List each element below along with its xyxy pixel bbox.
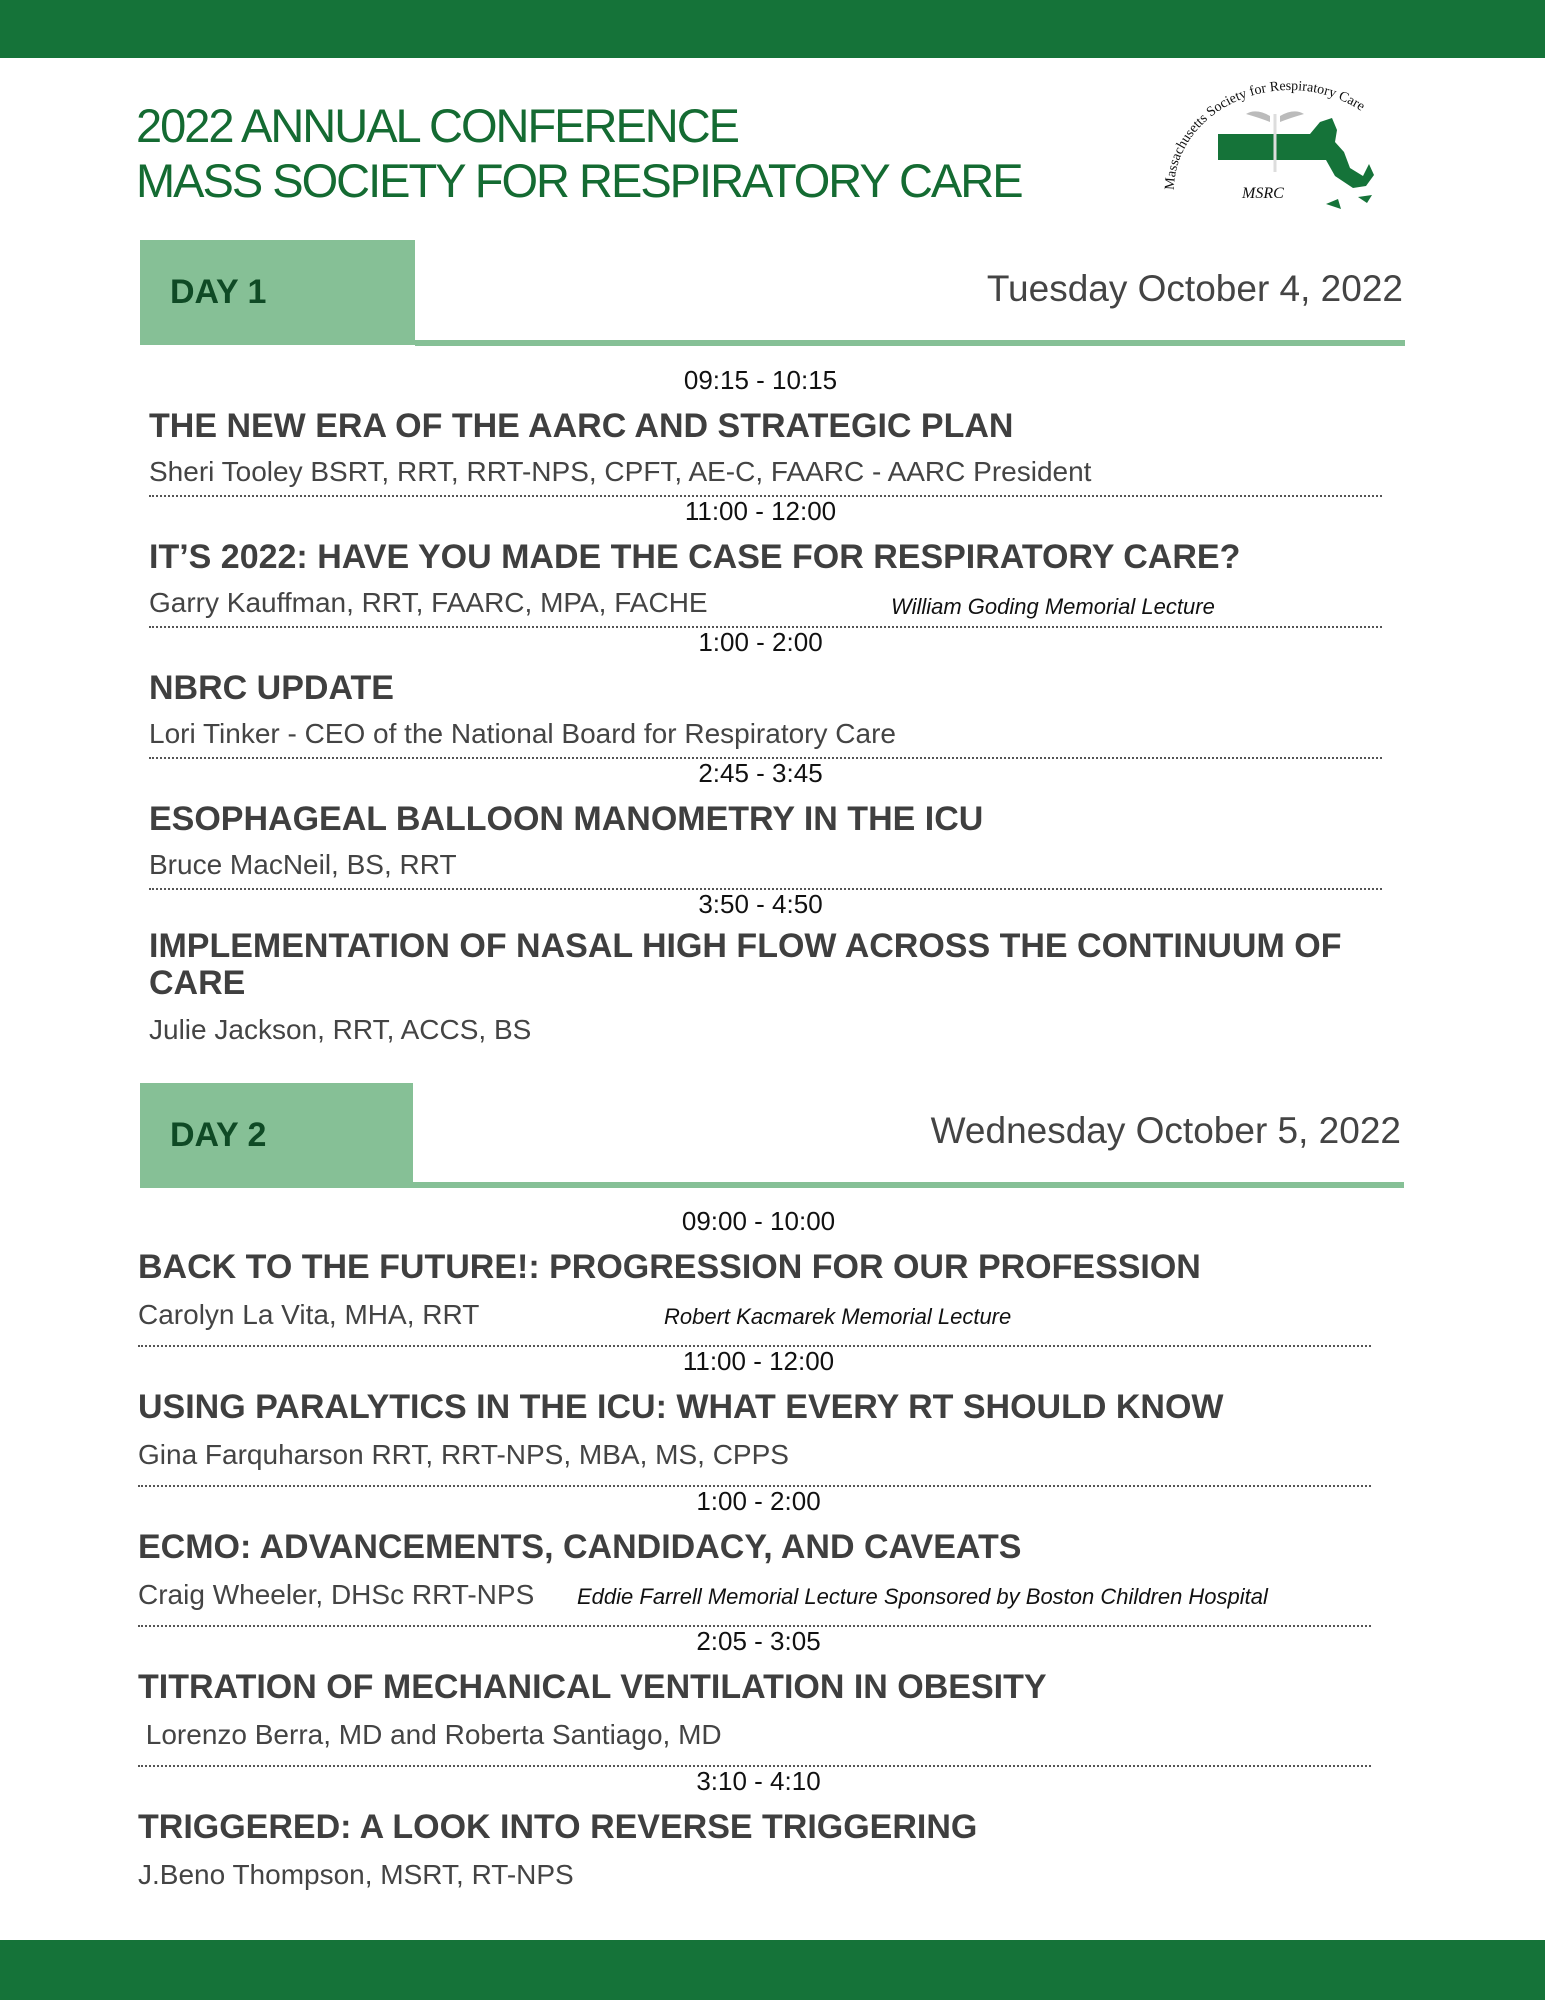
- session-note: Robert Kacmarek Memorial Lecture: [664, 1304, 1012, 1329]
- session: [138, 1207, 1371, 1347]
- title-line-1: 2022 ANNUAL CONFERENCE: [136, 99, 739, 152]
- session-time: 09:15 - 10:15: [683, 365, 838, 395]
- day-1-divider: [415, 340, 1405, 346]
- day-2-sessions: [138, 1207, 1371, 1905]
- day-2-label: DAY 2: [170, 1116, 267, 1154]
- session: [149, 366, 1382, 497]
- session: [138, 1347, 1371, 1487]
- session: [149, 890, 1382, 1048]
- session: [149, 497, 1382, 628]
- session-time: 1:00 - 2:00: [698, 627, 823, 657]
- session: [138, 1767, 1371, 1905]
- session-time: 11:00 - 12:00: [684, 496, 837, 526]
- page-title: [136, 98, 1022, 208]
- session: [149, 759, 1382, 890]
- session: [149, 628, 1382, 759]
- day-1-label: DAY 1: [170, 273, 267, 311]
- day-2-date: Wednesday October 5, 2022: [930, 1110, 1401, 1151]
- session-speaker: Carolyn La Vita, MHA, RRT: [138, 1299, 480, 1330]
- session-title: TRIGGERED: A LOOK INTO REVERSE TRIGGERING: [138, 1808, 978, 1846]
- logo-arc-text: Massachusetts Society for Respiratory Care: [1162, 78, 1368, 191]
- session-speaker: Lorenzo Berra, MD and Roberta Santiago, MD: [138, 1719, 722, 1750]
- session-note: William Goding Memorial Lecture: [891, 594, 1215, 619]
- msrc-logo: [1160, 72, 1420, 232]
- session-speaker: Garry Kauffman, RRT, FAARC, MPA, FACHE: [149, 587, 708, 618]
- day-1-date: Tuesday October 4, 2022: [986, 268, 1403, 309]
- title-line-2: MASS SOCIETY FOR RESPIRATORY CARE: [136, 154, 1022, 207]
- logo-abbr: MSRC: [1242, 185, 1284, 202]
- session-title: THE NEW ERA OF THE AARC AND STRATEGIC PLAN: [149, 407, 1014, 445]
- session-time: 3:50 - 4:50: [698, 889, 823, 919]
- session-title: BACK TO THE FUTURE!: PROGRESSION FOR OUR PROFESSION: [138, 1248, 1201, 1286]
- session-speaker: Julie Jackson, RRT, ACCS, BS: [149, 1014, 532, 1045]
- session-speaker: Craig Wheeler, DHSc RRT-NPS: [138, 1579, 535, 1610]
- session-speaker: Lori Tinker - CEO of the National Board for Respiratory Care: [149, 718, 896, 749]
- session-speaker: Sheri Tooley BSRT, RRT, RRT-NPS, CPFT, AE-C, FAARC - AARC President: [149, 456, 1092, 487]
- session-speaker: J.Beno Thompson, MSRT, RT-NPS: [138, 1859, 574, 1890]
- session-speaker-row: [138, 1297, 1371, 1333]
- session-time: 11:00 - 12:00: [682, 1346, 835, 1376]
- session-title: IT’S 2022: HAVE YOU MADE THE CASE FOR RESPIRATORY CARE?: [149, 538, 1241, 576]
- session-time: 1:00 - 2:00: [696, 1486, 821, 1516]
- session-time: 3:10 - 4:10: [696, 1766, 821, 1796]
- session-speaker-row: [138, 1577, 1371, 1613]
- session-note: Eddie Farrell Memorial Lecture Sponsored by Boston Children Hospital: [577, 1584, 1268, 1609]
- session-speaker: Gina Farquharson RRT, RRT-NPS, MBA, MS, CPPS: [138, 1439, 789, 1470]
- top-bar: [0, 0, 1545, 58]
- session-time: 2:45 - 3:45: [698, 758, 823, 788]
- session-title: IMPLEMENTATION OF NASAL HIGH FLOW ACROSS THE CONTINUUM OF CARE: [149, 927, 1342, 1002]
- day-2-label-box: [140, 1083, 413, 1188]
- day-1-label-box: [140, 240, 415, 345]
- session: [138, 1627, 1371, 1767]
- session-title: ECMO: ADVANCEMENTS, CANDIDACY, AND CAVEATS: [138, 1528, 1022, 1566]
- session-title: ESOPHAGEAL BALLOON MANOMETRY IN THE ICU: [149, 800, 984, 838]
- session-title: USING PARALYTICS IN THE ICU: WHAT EVERY RT SHOULD KNOW: [138, 1388, 1224, 1426]
- session-speaker: Bruce MacNeil, BS, RRT: [149, 849, 457, 880]
- session-title: TITRATION OF MECHANICAL VENTILATION IN OBESITY: [138, 1668, 1047, 1706]
- bottom-bar: [0, 1940, 1545, 2000]
- day-1-sessions: [149, 366, 1382, 1048]
- session-time: 09:00 - 10:00: [681, 1206, 836, 1236]
- day-2-divider: [413, 1182, 1404, 1188]
- session-speaker-row: [149, 585, 1382, 621]
- session-time: 2:05 - 3:05: [696, 1626, 821, 1656]
- session: [138, 1487, 1371, 1627]
- session-title: NBRC UPDATE: [149, 669, 394, 707]
